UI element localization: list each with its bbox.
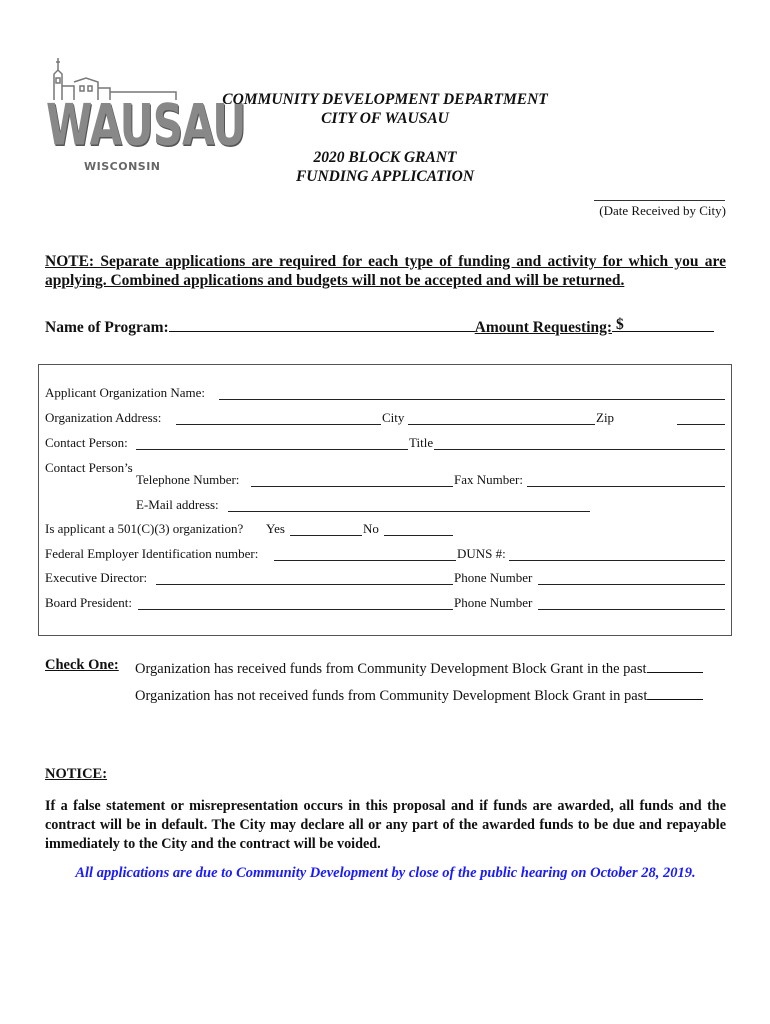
contact-person-label: Contact Person: — [45, 435, 128, 450]
due-date-notice: All applications are due to Community Development by close of the public hearing on October 28, 2019. — [75, 865, 696, 881]
zip-label: Zip — [596, 410, 615, 425]
program-name-field[interactable] — [169, 316, 475, 332]
grant-title: 2020 BLOCK GRANT — [313, 149, 457, 166]
title-field[interactable] — [434, 449, 725, 450]
no-field[interactable] — [384, 535, 453, 536]
fein-field[interactable] — [274, 560, 456, 561]
yes-label: Yes — [266, 521, 285, 536]
board-phone-field[interactable] — [538, 609, 725, 610]
amount-label: Amount Requesting: — [474, 319, 613, 336]
note-paragraph: NOTE: Separate applications are required for each type of funding and activity for which you are applying. Combined applications and budgets will not be accepted and will be returned. — [45, 253, 726, 289]
notice-body: If a false statement or misrepresentation occurs in this proposal and if funds are awarded, all funds and the contract will be in default. The City may declare all or any part of the awarded funds to be due and repayable immediately to the City and the contract will be voided. — [45, 798, 726, 852]
board-president-label: Board President: — [45, 595, 133, 610]
contact-person-field[interactable] — [136, 449, 408, 450]
logo-subtitle: WISCONSIN — [84, 160, 161, 173]
program-name-label: Name of Program: — [45, 319, 169, 336]
program-row — [45, 316, 726, 336]
exec-phone-label: Phone Number — [454, 570, 533, 585]
notice-label: NOTICE: — [45, 766, 108, 782]
fax-label: Fax Number: — [454, 472, 523, 487]
board-phone-label: Phone Number — [454, 595, 533, 610]
wausau-logo — [46, 52, 246, 177]
executive-director-label: Executive Director: — [45, 570, 148, 585]
title-label: Title — [409, 435, 434, 450]
org-address-label: Organization Address: — [45, 410, 162, 425]
city-label: City — [382, 410, 405, 425]
check-option-not-received — [135, 684, 703, 705]
email-field[interactable] — [228, 511, 590, 512]
executive-director-field[interactable] — [156, 584, 453, 585]
fein-label: Federal Employer Identification number: — [45, 546, 259, 561]
org-address-field[interactable] — [176, 424, 381, 425]
no-label: No — [363, 521, 379, 536]
email-label: E-Mail address: — [136, 497, 219, 512]
check-option-not-received-field[interactable] — [647, 684, 703, 700]
city-field[interactable] — [408, 424, 595, 425]
duns-field[interactable] — [509, 560, 725, 561]
applicant-info-box — [38, 364, 732, 636]
amount-field[interactable] — [612, 316, 714, 332]
application-title: FUNDING APPLICATION — [295, 168, 475, 185]
check-option-not-received-text: Organization has not received funds from Community Development Block Grant in past — [135, 688, 648, 704]
exec-phone-field[interactable] — [538, 584, 725, 585]
check-option-received-field[interactable] — [647, 657, 703, 673]
date-received-line[interactable] — [594, 200, 725, 201]
org-name-field[interactable] — [219, 399, 725, 400]
duns-label: DUNS #: — [457, 546, 506, 561]
contact-persons-label: Contact Person’s — [45, 460, 133, 475]
yes-field[interactable] — [290, 535, 362, 536]
city-title: CITY OF WAUSAU — [321, 110, 449, 127]
is-501c3-question: Is applicant a 501(C)(3) organization? — [45, 521, 244, 536]
org-name-label: Applicant Organization Name: — [45, 385, 206, 400]
zip-field[interactable] — [677, 424, 725, 425]
check-one-label: Check One: — [45, 657, 119, 673]
fax-field[interactable] — [527, 486, 725, 487]
logo-wordmark: WAUSAU — [46, 92, 246, 159]
dollar-sign: $ — [616, 316, 624, 333]
date-received-caption: (Date Received by City) — [599, 203, 726, 218]
department-title: COMMUNITY DEVELOPMENT DEPARTMENT — [222, 91, 548, 108]
check-option-received-text: Organization has received funds from Community Development Block Grant in the past — [135, 661, 647, 677]
telephone-label: Telephone Number: — [136, 472, 240, 487]
board-president-field[interactable] — [138, 609, 453, 610]
check-option-received — [135, 657, 703, 678]
telephone-field[interactable] — [251, 486, 453, 487]
